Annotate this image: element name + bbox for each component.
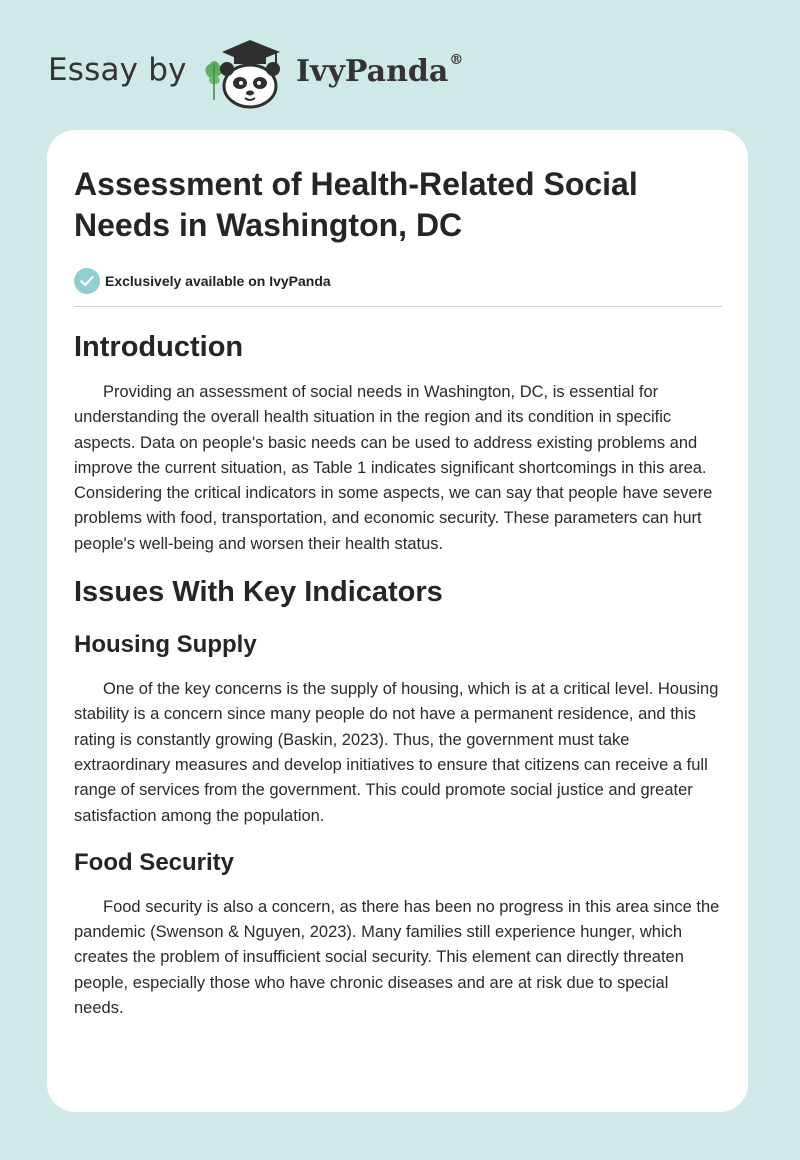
- section-heading-food-security: Food Security: [74, 848, 235, 876]
- essay-by-label: Essay by: [48, 52, 187, 88]
- section-paragraph-housing-supply: One of the key concerns is the supply of housing, which is at a critical level. Housing stability is a concern since many people do not have a permanent residence, and this rating is constantly growing (Baskin, 2023). Thus, the government must take extraordinary measures and develop initiatives to ensure that citizens can receive a full range of services from the government. This could promote social justice and greater satisfaction among the population.: [74, 680, 719, 825]
- essay-title: Assessment of Health-Related Social Needs in Washington, DC: [74, 166, 638, 243]
- panda-logo-icon[interactable]: [202, 36, 292, 110]
- section-heading-introduction: Introduction: [74, 331, 244, 363]
- essay-card: [47, 130, 748, 1112]
- section-heading-issues: Issues With Key Indicators: [74, 576, 443, 609]
- exclusive-badge-text: Exclusively available on IvyPanda: [105, 273, 331, 289]
- section-paragraph-food-security: Food security is also a concern, as there has been no progress in this area since the pandemic (Swenson & Nguyen, 2023). Many families still experience hunger, which creates the problem of insufficient social security. This element can directly threaten people, especially those who have chronic diseases and are at risk due to special needs.: [74, 897, 720, 1018]
- ivy-leaf-icon: [206, 61, 223, 100]
- site-header: [48, 30, 468, 110]
- exclusive-badge: [74, 268, 722, 294]
- section-paragraph-introduction: Providing an assessment of social needs in Washington, DC, is essential for understanding the overall health situation in the region and its condition in specific aspects. Data on people's basic needs can be used to address existing problems and improve the current situation, as Table 1 indicates significant shortcomings in this area. Considering the critical indicators in some aspects, we can say that people have severe problems with food, transportation, and economic security. These parameters can hurt people's well-being and worsen their health status.: [74, 383, 713, 553]
- title-divider: [74, 306, 722, 307]
- section-heading-housing-supply: Housing Supply: [74, 631, 257, 659]
- essay-content: [74, 164, 722, 1021]
- brand-name[interactable]: IvyPanda®: [296, 52, 464, 89]
- check-circle-icon: [74, 268, 100, 294]
- registered-mark: ®: [449, 52, 464, 68]
